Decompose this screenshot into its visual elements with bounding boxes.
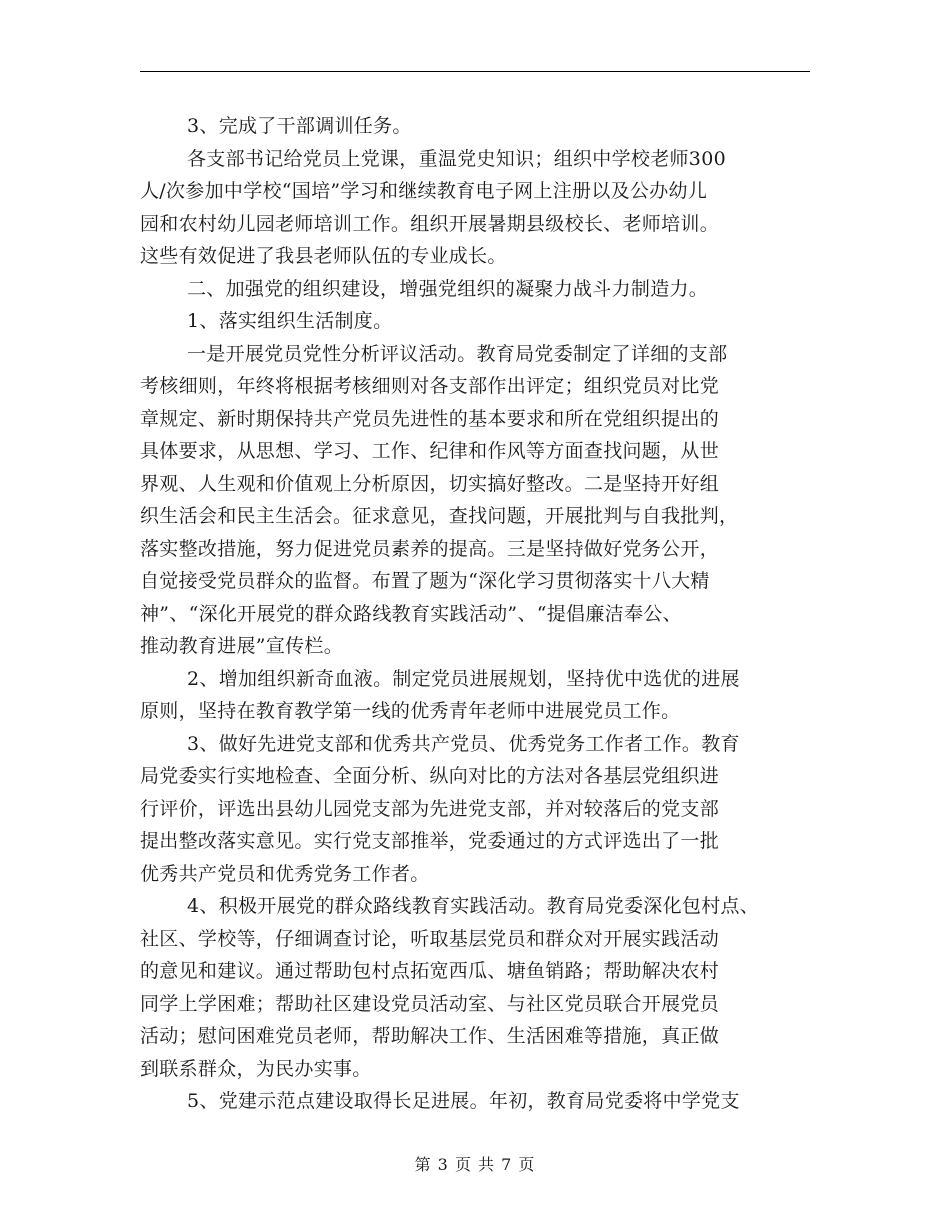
- text-line: 织生活会和民主生活会。征求意见，查找问题，开展批判与自我批判，: [140, 505, 739, 527]
- document-body: [140, 110, 812, 1118]
- text-line: 界观、人生观和价值观上分析原因，切实搞好整改。二是坚持开好组: [140, 472, 720, 495]
- text-line: 优秀共产党员和优秀党务工作者。: [140, 862, 430, 885]
- text-line: 提出整改落实意见。实行党支部推举，党委通过的方式评选出了一批: [140, 830, 720, 852]
- text-line: 自觉接受党员群众的监督。布置了题为“深化学习贯彻落实十八大精: [140, 570, 710, 592]
- text-line: 3、做好先进党支部和优秀共产党员、优秀党务工作者工作。教育: [187, 732, 740, 755]
- text-line: 的意见和建议。通过帮助包村点拓宽西瓜、塘鱼销路；帮助解决农村: [140, 960, 720, 982]
- text-line: 这些有效促进了我县老师队伍的专业成长。: [140, 245, 507, 267]
- text-line: 2、增加组织新奇血液。制定党员进展规划，坚持优中选优的进展: [187, 667, 740, 690]
- page-footer: [0, 1152, 950, 1175]
- text-line: 社区、学校等，仔细调查讨论，听取基层党员和群众对开展实践活动: [140, 927, 720, 950]
- text-line: 具体要求，从思想、学习、工作、纪律和作风等方面查找问题，从世: [140, 440, 720, 462]
- page-number-label: 第 3 页 共 7 页: [414, 1155, 536, 1174]
- text-line: 推动教育进展”宣传栏。: [140, 635, 344, 657]
- text-line: 神”、“深化开展党的群众路线教育实践活动”、“提倡廉洁奉公、: [140, 602, 682, 625]
- text-line: 考核细则，年终将根据考核细则对各支部作出评定；组织党员对比党: [140, 375, 720, 397]
- text-line: 活动；慰问困难党员老师，帮助解决工作、生活困难等措施，真正做: [140, 1025, 720, 1047]
- text-line: 到联系群众，为民办实事。: [140, 1057, 372, 1080]
- text-line: 落实整改措施，努力促进党员素养的提高。三是坚持做好党务公开，: [140, 537, 720, 560]
- text-line: 园和农村幼儿园老师培训工作。组织开展暑期县级校长、老师培训。: [140, 212, 720, 235]
- text-line: 5、党建示范点建设取得长足进展。年初，教育局党委将中学党支: [187, 1090, 740, 1112]
- text-line: 原则，坚持在教育教学第一线的优秀青年老师中进展党员工作。: [140, 700, 681, 722]
- text-line: 人/次参加中学校“国培”学习和继续教育电子网上注册以及公办幼儿: [140, 180, 708, 202]
- text-line: 4、积极开展党的群众路线教育实践活动。教育局党委深化包村点、: [187, 895, 760, 917]
- text-line: 同学上学困难；帮助社区建设党员活动室、与社区党员联合开展党员: [140, 992, 720, 1015]
- text-line: 局党委实行实地检查、全面分析、纵向对比的方法对各基层党组织进: [140, 765, 720, 787]
- header-rule: [140, 71, 810, 72]
- text-line: 3、完成了干部调训任务。: [187, 115, 412, 137]
- text-line: 章规定、新时期保持共产党员先进性的基本要求和所在党组织提出的: [140, 407, 720, 430]
- text-line: 行评价，评选出县幼儿园党支部为先进党支部，并对较落后的党支部: [140, 797, 720, 820]
- text-line: 1、落实组织生活制度。: [187, 310, 393, 332]
- text-line: 一是开展党员党性分析评议活动。教育局党委制定了详细的支部: [187, 342, 728, 365]
- text-line: 二、加强党的组织建设，增强党组织的凝聚力战斗力制造力。: [187, 277, 709, 300]
- text-line: 各支部书记给党员上党课，重温党史知识；组织中学校老师300: [187, 147, 726, 170]
